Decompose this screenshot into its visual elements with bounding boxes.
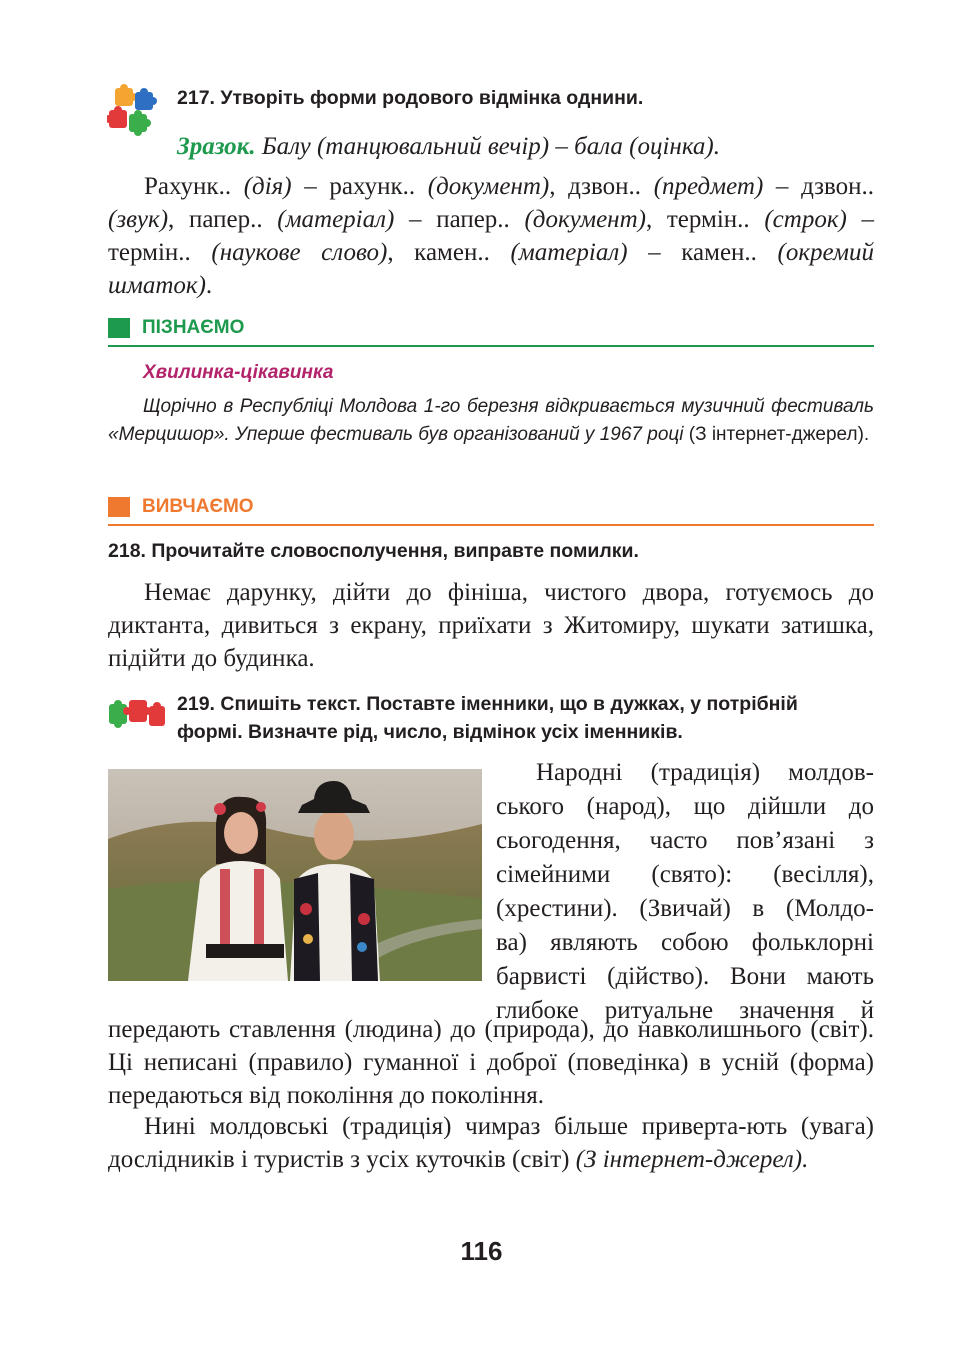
fact-source: (З інтернет-джерел). [683,424,870,445]
example-text: Балу (танцювальний вечір) – бала (оцінка). [255,133,720,160]
learn-section-title: ПІЗНАЄМО [142,317,245,338]
task-217-gloss: (матеріал) [277,206,395,233]
task-219-heading [177,690,877,746]
side-text-line: Народні (традиція) молдов- [536,759,874,786]
task-219-heading-line2: формі. Визначте рід, число, відмінок усіх іменників. [177,721,683,743]
couple-photo-illustration [108,769,482,981]
fact-text-italic: Щорічно в Республіці Молдова 1-го березня відкривається музичний фестиваль «Мерцишор». Уперше фестиваль був організований у 1967 році [108,396,874,445]
study-section-marker [108,497,130,517]
task-217-word: – термін.. [108,206,875,266]
task-217-gloss: (документ) [524,206,646,233]
task-217-example [177,130,877,163]
side-text-line: барвисті (дійство). Вони мають [496,963,874,990]
fact-text [108,393,874,449]
puzzle-icon [107,84,165,140]
task-217-text [108,170,874,302]
task-219-side-text [496,756,874,1028]
task-218-heading: 218. Прочитайте словосполучення, виправте помилки. [108,540,639,562]
task-217-word: . [205,272,213,299]
fact-subheading: Хвилинка-цікавинка [143,362,334,383]
task-217-word: , камен.. [387,239,511,266]
study-section-title: ВИВЧАЄМО [142,496,254,517]
side-text-line: глибоке ритуальне значення й [496,997,874,1024]
task-217-gloss: (окремий шматок) [108,239,874,299]
task-217-gloss: (документ) [427,173,550,200]
task-217-gloss: (строк) [764,206,847,233]
task-217-word: – папер.. [394,206,525,233]
side-text-line: ва) являють собою фольклорні [496,929,874,956]
task-219-heading-line1: 219. Спишіть текст. Поставте іменники, що в дужках, у потрібній [177,693,798,715]
learn-section-divider [108,345,874,347]
task-217-gloss: (матеріал) [510,239,628,266]
study-section-bar [108,496,254,518]
side-text-line: ського (народ), що дійшли до [496,793,874,820]
task-217-gloss: (наукове слово) [211,239,388,266]
task-217-gloss: (дія) [243,173,292,200]
task-219-continuation: передають ставлення (людина) до (природа), до навколишнього (світ). Ці неписані (правило) гуманної і доброї (поведінка) в усній (форма) передаються від покоління до покоління. [108,1016,874,1109]
task-217-word: – рахунк.. [291,173,428,200]
puzzle-icon [107,694,169,734]
task-217-heading: 217. Утворіть форми родового відмінка однини. [177,87,644,109]
task-217-word: , папер.. [168,206,278,233]
task-219-icon [107,694,169,734]
task-217-word: , термін.. [645,206,765,233]
example-label: Зразок. [177,133,256,160]
task-217-gloss: (звук) [108,206,169,233]
task-217-word: Рахунк.. [144,173,244,200]
study-section-divider [108,524,874,526]
learn-section-marker [108,318,130,338]
side-text-line: (хрестини). (Звичай) в (Молдо- [496,895,874,922]
task-217-word: , дзвон.. [549,173,654,200]
paragraph-2-text: Нині молдовські (традиція) чимраз більше приверта-ють (увага) дослідників і туристів з усіх куточків (світ) [108,1113,874,1173]
side-text-line: сьогодення, часто пов’язані з [496,827,874,854]
task-217-word: – камен.. [627,239,778,266]
page-number: 116 [460,1236,503,1266]
task-219-paragraph-2 [108,1110,874,1176]
learn-section-bar [108,317,244,339]
task-217-icon [107,84,165,140]
folk-costume-photo [108,769,482,981]
task-217-gloss: (предмет) [653,173,764,200]
paragraph-2-source: (З інтернет-джерел). [575,1146,809,1173]
task-217-word: – дзвон.. [763,173,874,200]
side-text-line: сімейними (свято): (весілля), [496,861,874,888]
task-218-text: Немає дарунку, дійти до фініша, чистого двора, готуємось до диктанта, дивиться з екрану, приїхати з Житомиру, шукати затишка, підійти до будинка. [108,579,874,672]
